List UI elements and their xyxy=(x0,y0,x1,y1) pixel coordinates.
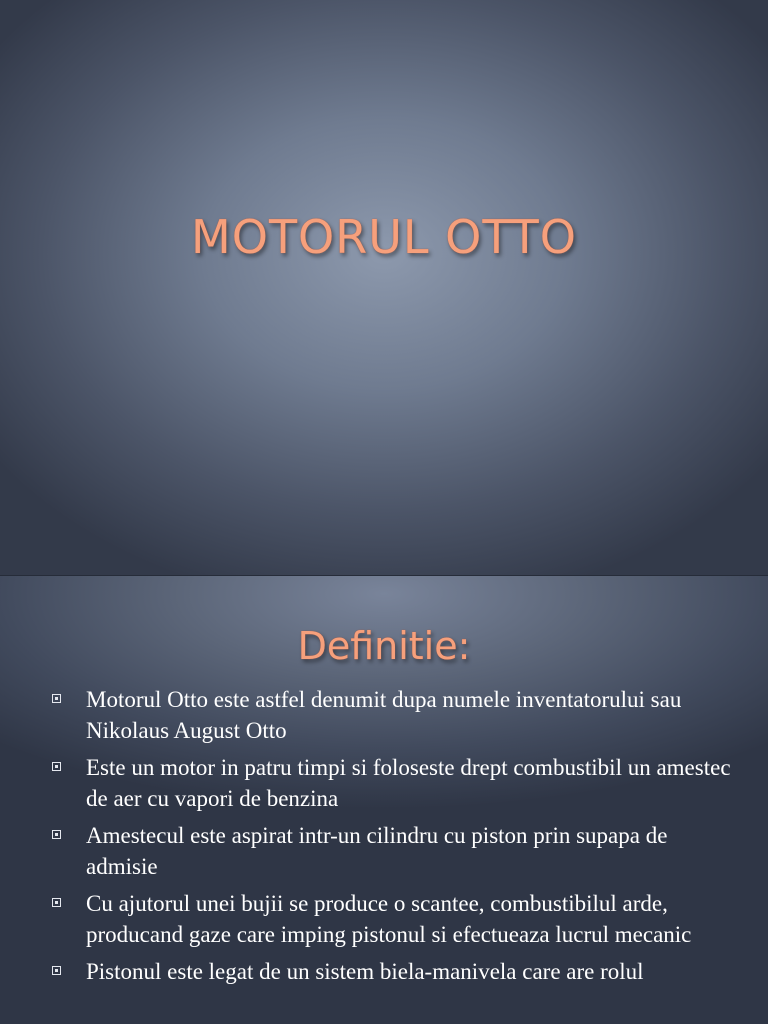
definition-bullet-text: Amestecul este aspirat intr-un cilindru cu piston prin supapa de admisie xyxy=(86,823,668,879)
square-bullet-icon xyxy=(52,966,61,975)
square-bullet-icon xyxy=(52,898,61,907)
slide-title: MOTORUL OTTO xyxy=(191,210,577,264)
definition-bullet-text: Motorul Otto este astfel denumit dupa numele inventatorului sau Nikolaus August Otto xyxy=(86,687,682,743)
definition-bullet-item xyxy=(0,684,768,746)
definition-bullet-item xyxy=(0,956,768,987)
square-bullet-icon xyxy=(52,830,61,839)
square-bullet-icon xyxy=(52,694,61,703)
definition-title: Definitie: xyxy=(297,624,471,668)
definition-bullet-text: Pistonul este legat de un sistem biela-manivela care are rolul xyxy=(86,959,644,984)
definition-bullet-text: Cu ajutorul unei bujii se produce o scantee, combustibilul arde, producand gaze care imping pistonul si efectueaza lucrul mecanic xyxy=(86,891,692,947)
definition-bullet-item xyxy=(0,888,768,950)
definition-slide xyxy=(0,576,768,1024)
definition-bullet-item xyxy=(0,752,768,814)
definition-bullet-list xyxy=(0,684,768,993)
square-bullet-icon xyxy=(52,762,61,771)
definition-bullet-text: Este un motor in patru timpi si foloseste drept combustibil un amestec de aer cu vapori de benzina xyxy=(86,755,731,811)
definition-bullet-item xyxy=(0,820,768,882)
